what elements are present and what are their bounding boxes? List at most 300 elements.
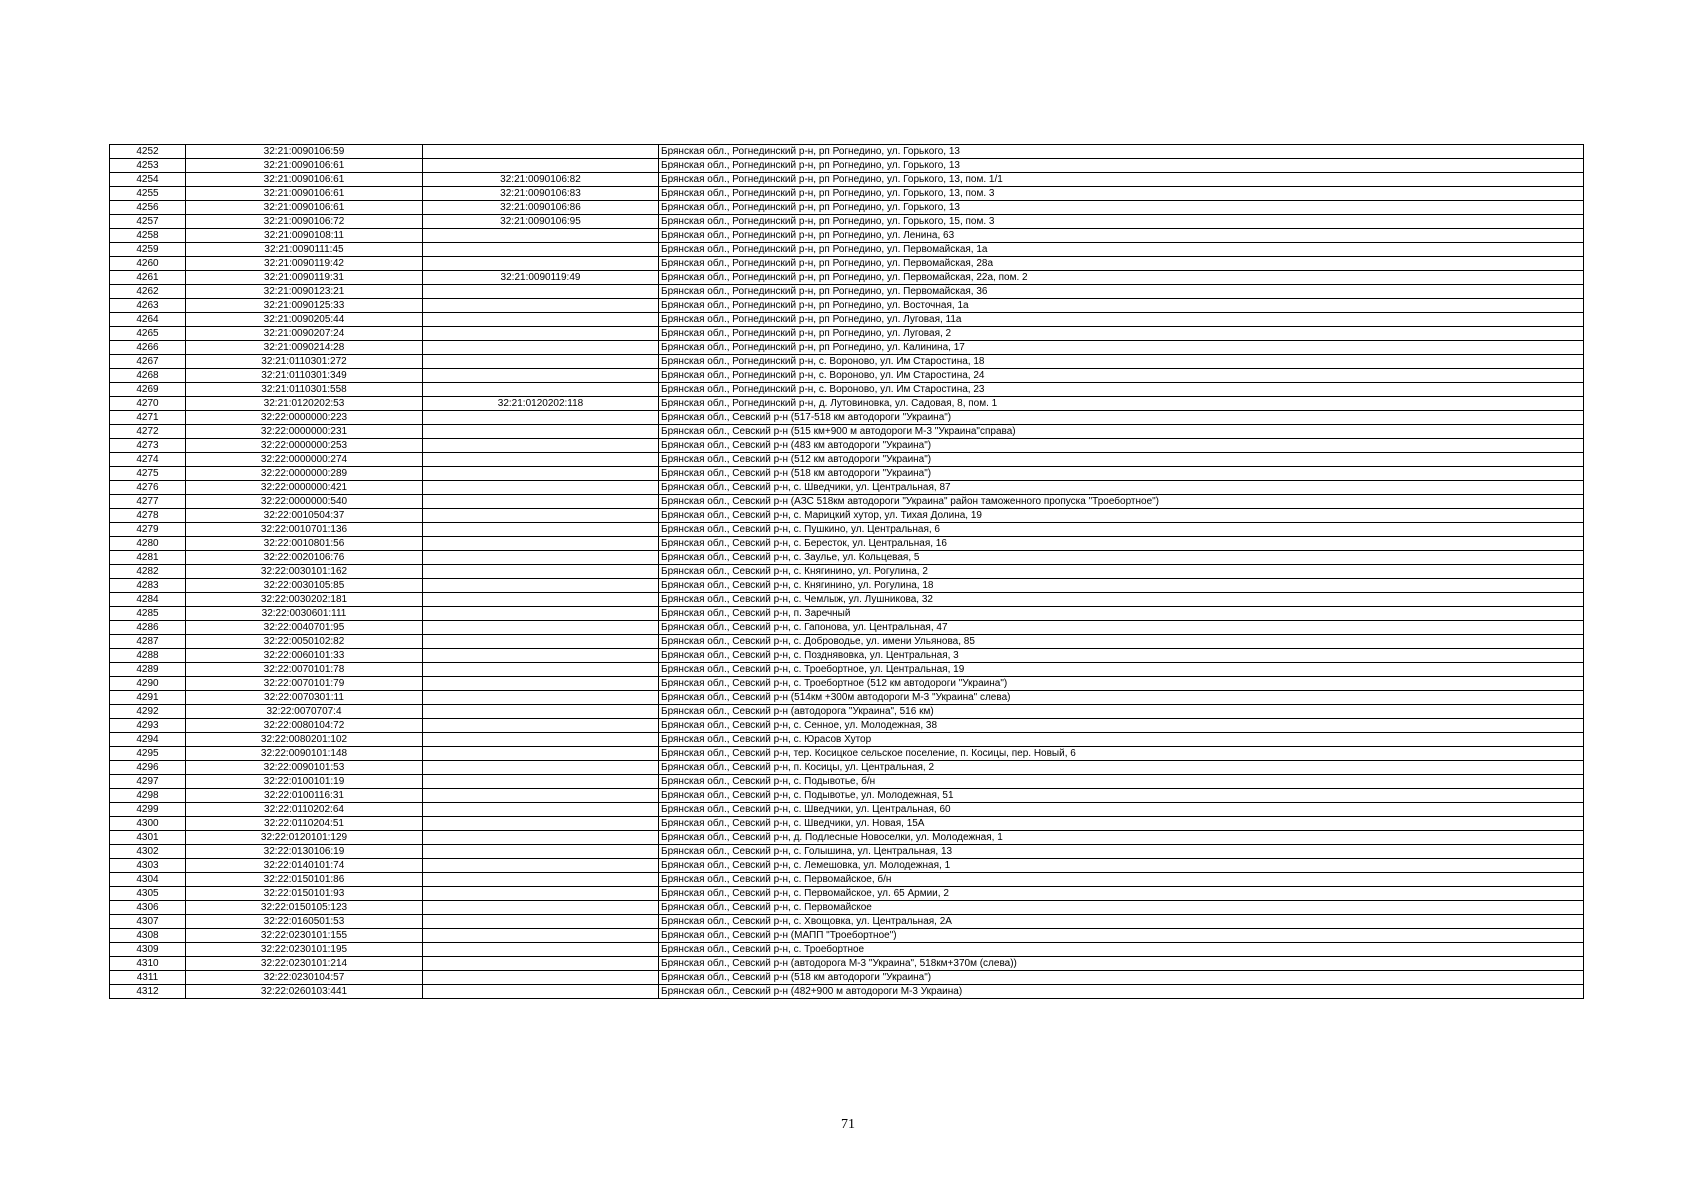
cadastral-number-cell: 32:22:0230101:214 [186, 957, 423, 971]
related-cadastral-number-cell [423, 747, 659, 761]
table-row [110, 537, 1584, 551]
table-row [110, 719, 1584, 733]
table-row [110, 439, 1584, 453]
table-row [110, 369, 1584, 383]
related-cadastral-number-cell: 32:21:0090119:49 [423, 271, 659, 285]
cadastral-number-cell: 32:22:0160501:53 [186, 915, 423, 929]
row-number-cell: 4311 [110, 971, 186, 985]
address-cell: Брянская обл., Севский р-н, с. Марицкий хутор, ул. Тихая Долина, 19 [659, 509, 1584, 523]
related-cadastral-number-cell [423, 439, 659, 453]
table-row [110, 915, 1584, 929]
address-cell: Брянская обл., Севский р-н, с. Шведчики, ул. Новая, 15А [659, 817, 1584, 831]
row-number-cell: 4262 [110, 285, 186, 299]
table-row [110, 355, 1584, 369]
related-cadastral-number-cell [423, 817, 659, 831]
address-cell: Брянская обл., Севский р-н (АЗС 518км автодороги "Украина" район таможенного пропуска "Троебортное") [659, 495, 1584, 509]
address-cell: Брянская обл., Рогнединский р-н, рп Рогнедино, ул. Горького, 13, пом. 1/1 [659, 173, 1584, 187]
table-row [110, 593, 1584, 607]
row-number-cell: 4303 [110, 859, 186, 873]
row-number-cell: 4286 [110, 621, 186, 635]
related-cadastral-number-cell [423, 355, 659, 369]
cadastral-number-cell: 32:22:0080104:72 [186, 719, 423, 733]
address-cell: Брянская обл., Севский р-н, с. Позднявовка, ул. Центральная, 3 [659, 649, 1584, 663]
cadastral-number-cell: 32:22:0110202:64 [186, 803, 423, 817]
table-row [110, 817, 1584, 831]
row-number-cell: 4287 [110, 635, 186, 649]
address-cell: Брянская обл., Рогнединский р-н, рп Рогнедино, ул. Первомайская, 36 [659, 285, 1584, 299]
row-number-cell: 4275 [110, 467, 186, 481]
related-cadastral-number-cell: 32:21:0090106:95 [423, 215, 659, 229]
address-cell: Брянская обл., Севский р-н, с. Подывотье, б/н [659, 775, 1584, 789]
address-cell: Брянская обл., Севский р-н, с. Первомайское, б/н [659, 873, 1584, 887]
related-cadastral-number-cell [423, 299, 659, 313]
cadastral-number-cell: 32:22:0230101:195 [186, 943, 423, 957]
table-row [110, 607, 1584, 621]
address-cell: Брянская обл., Севский р-н, с. Хвощовка, ул. Центральная, 2А [659, 915, 1584, 929]
related-cadastral-number-cell [423, 831, 659, 845]
row-number-cell: 4301 [110, 831, 186, 845]
row-number-cell: 4304 [110, 873, 186, 887]
table-row [110, 229, 1584, 243]
cadastral-number-cell: 32:22:0010504:37 [186, 509, 423, 523]
row-number-cell: 4306 [110, 901, 186, 915]
table-row [110, 299, 1584, 313]
related-cadastral-number-cell: 32:21:0090106:86 [423, 201, 659, 215]
table-row [110, 873, 1584, 887]
address-cell: Брянская обл., Севский р-н, с. Чемлыж, ул. Лушникова, 32 [659, 593, 1584, 607]
address-cell: Брянская обл., Севский р-н, с. Заулье, ул. Кольцевая, 5 [659, 551, 1584, 565]
table-row [110, 565, 1584, 579]
address-cell: Брянская обл., Рогнединский р-н, рп Рогнедино, ул. Калинина, 17 [659, 341, 1584, 355]
address-cell: Брянская обл., Севский р-н (518 км автодороги "Украина") [659, 971, 1584, 985]
address-cell: Брянская обл., Рогнединский р-н, с. Вороново, ул. Им Старостина, 24 [659, 369, 1584, 383]
row-number-cell: 4260 [110, 257, 186, 271]
table-row [110, 215, 1584, 229]
cadastral-number-cell: 32:22:0030105:85 [186, 579, 423, 593]
address-cell: Брянская обл., Севский р-н (514км +300м автодороги М-3 "Украина" слева) [659, 691, 1584, 705]
table-row [110, 383, 1584, 397]
row-number-cell: 4255 [110, 187, 186, 201]
cadastral-number-cell: 32:21:0110301:272 [186, 355, 423, 369]
related-cadastral-number-cell [423, 649, 659, 663]
cadastral-number-cell: 32:21:0120202:53 [186, 397, 423, 411]
cadastral-number-cell: 32:22:0100101:19 [186, 775, 423, 789]
related-cadastral-number-cell [423, 243, 659, 257]
cadastral-number-cell: 32:22:0260103:441 [186, 985, 423, 999]
address-cell: Брянская обл., Севский р-н, п. Косицы, ул. Центральная, 2 [659, 761, 1584, 775]
related-cadastral-number-cell [423, 775, 659, 789]
table-row [110, 145, 1584, 159]
address-cell: Брянская обл., Севский р-н, с. Первомайское, ул. 65 Армии, 2 [659, 887, 1584, 901]
related-cadastral-number-cell [423, 873, 659, 887]
table-row [110, 397, 1584, 411]
related-cadastral-number-cell [423, 159, 659, 173]
row-number-cell: 4285 [110, 607, 186, 621]
table-row [110, 677, 1584, 691]
row-number-cell: 4265 [110, 327, 186, 341]
row-number-cell: 4274 [110, 453, 186, 467]
related-cadastral-number-cell [423, 313, 659, 327]
address-cell: Брянская обл., Рогнединский р-н, с. Вороново, ул. Им Старостина, 18 [659, 355, 1584, 369]
table-row [110, 691, 1584, 705]
address-cell: Брянская обл., Севский р-н, с. Княгинино, ул. Рогулина, 2 [659, 565, 1584, 579]
related-cadastral-number-cell [423, 579, 659, 593]
cadastral-number-cell: 32:22:0060101:33 [186, 649, 423, 663]
cadastral-number-cell: 32:22:0150105:123 [186, 901, 423, 915]
address-cell: Брянская обл., Рогнединский р-н, с. Вороново, ул. Им Старостина, 23 [659, 383, 1584, 397]
related-cadastral-number-cell [423, 663, 659, 677]
table-row [110, 313, 1584, 327]
address-cell: Брянская обл., Севский р-н, с. Лемешовка, ул. Молодежная, 1 [659, 859, 1584, 873]
cadastral-number-cell: 32:21:0090106:61 [186, 159, 423, 173]
row-number-cell: 4293 [110, 719, 186, 733]
table-row [110, 481, 1584, 495]
related-cadastral-number-cell [423, 887, 659, 901]
row-number-cell: 4280 [110, 537, 186, 551]
row-number-cell: 4302 [110, 845, 186, 859]
related-cadastral-number-cell [423, 495, 659, 509]
row-number-cell: 4277 [110, 495, 186, 509]
cadastral-number-cell: 32:22:0230101:155 [186, 929, 423, 943]
cadastral-number-cell: 32:22:0150101:93 [186, 887, 423, 901]
cadastral-number-cell: 32:22:0000000:421 [186, 481, 423, 495]
cadastral-number-cell: 32:22:0070301:11 [186, 691, 423, 705]
row-number-cell: 4261 [110, 271, 186, 285]
cadastral-table-container [109, 144, 1583, 999]
row-number-cell: 4264 [110, 313, 186, 327]
table-row [110, 985, 1584, 999]
address-cell: Брянская обл., Севский р-н (автодорога "Украина", 516 км) [659, 705, 1584, 719]
address-cell: Брянская обл., Севский р-н, д. Подлесные Новоселки, ул. Молодежная, 1 [659, 831, 1584, 845]
row-number-cell: 4266 [110, 341, 186, 355]
related-cadastral-number-cell [423, 551, 659, 565]
related-cadastral-number-cell [423, 607, 659, 621]
cadastral-number-cell: 32:22:0070101:79 [186, 677, 423, 691]
cadastral-number-cell: 32:22:0110204:51 [186, 817, 423, 831]
row-number-cell: 4269 [110, 383, 186, 397]
table-row [110, 789, 1584, 803]
table-row [110, 831, 1584, 845]
cadastral-number-cell: 32:22:0070101:78 [186, 663, 423, 677]
cadastral-number-cell: 32:21:0090125:33 [186, 299, 423, 313]
cadastral-number-cell: 32:22:0000000:274 [186, 453, 423, 467]
row-number-cell: 4312 [110, 985, 186, 999]
row-number-cell: 4268 [110, 369, 186, 383]
address-cell: Брянская обл., Севский р-н, с. Подывотье, ул. Молодежная, 51 [659, 789, 1584, 803]
related-cadastral-number-cell [423, 383, 659, 397]
address-cell: Брянская обл., Рогнединский р-н, д. Лутовиновка, ул. Садовая, 8, пом. 1 [659, 397, 1584, 411]
related-cadastral-number-cell [423, 761, 659, 775]
cadastral-number-cell: 32:21:0090106:61 [186, 201, 423, 215]
address-cell: Брянская обл., Рогнединский р-н, рп Рогнедино, ул. Первомайская, 1а [659, 243, 1584, 257]
related-cadastral-number-cell [423, 789, 659, 803]
address-cell: Брянская обл., Рогнединский р-н, рп Рогнедино, ул. Горького, 15, пом. 3 [659, 215, 1584, 229]
table-row [110, 649, 1584, 663]
table-row [110, 887, 1584, 901]
address-cell: Брянская обл., Севский р-н (483 км автодороги "Украина") [659, 439, 1584, 453]
cadastral-number-cell: 32:22:0140101:74 [186, 859, 423, 873]
address-cell: Брянская обл., Севский р-н, с. Голышина, ул. Центральная, 13 [659, 845, 1584, 859]
related-cadastral-number-cell [423, 229, 659, 243]
cadastral-number-cell: 32:22:0090101:53 [186, 761, 423, 775]
table-row [110, 579, 1584, 593]
address-cell: Брянская обл., Севский р-н, с. Троебортное [659, 943, 1584, 957]
row-number-cell: 4278 [110, 509, 186, 523]
address-cell: Брянская обл., Рогнединский р-н, рп Рогнедино, ул. Луговая, 11а [659, 313, 1584, 327]
related-cadastral-number-cell: 32:21:0090106:82 [423, 173, 659, 187]
address-cell: Брянская обл., Рогнединский р-н, рп Рогнедино, ул. Первомайская, 22а, пом. 2 [659, 271, 1584, 285]
related-cadastral-number-cell [423, 593, 659, 607]
related-cadastral-number-cell [423, 971, 659, 985]
table-body [110, 145, 1584, 999]
address-cell: Брянская обл., Рогнединский р-н, рп Рогнедино, ул. Горького, 13 [659, 201, 1584, 215]
cadastral-number-cell: 32:21:0090207:24 [186, 327, 423, 341]
cadastral-number-cell: 32:22:0000000:223 [186, 411, 423, 425]
cadastral-number-cell: 32:22:0120101:129 [186, 831, 423, 845]
row-number-cell: 4292 [110, 705, 186, 719]
row-number-cell: 4257 [110, 215, 186, 229]
page-number: 71 [841, 1117, 855, 1132]
table-row [110, 803, 1584, 817]
table-row [110, 901, 1584, 915]
cadastral-number-cell: 32:22:0130106:19 [186, 845, 423, 859]
cadastral-number-cell: 32:21:0090108:11 [186, 229, 423, 243]
row-number-cell: 4307 [110, 915, 186, 929]
cadastral-number-cell: 32:22:0000000:540 [186, 495, 423, 509]
address-cell: Брянская обл., Рогнединский р-н, рп Рогнедино, ул. Горького, 13 [659, 145, 1584, 159]
row-number-cell: 4253 [110, 159, 186, 173]
cadastral-number-cell: 32:21:0110301:349 [186, 369, 423, 383]
address-cell: Брянская обл., Севский р-н, с. Княгинино, ул. Рогулина, 18 [659, 579, 1584, 593]
table-row [110, 285, 1584, 299]
cadastral-number-cell: 32:21:0090205:44 [186, 313, 423, 327]
related-cadastral-number-cell [423, 481, 659, 495]
row-number-cell: 4259 [110, 243, 186, 257]
table-row [110, 495, 1584, 509]
row-number-cell: 4309 [110, 943, 186, 957]
row-number-cell: 4295 [110, 747, 186, 761]
table-row [110, 635, 1584, 649]
row-number-cell: 4294 [110, 733, 186, 747]
related-cadastral-number-cell [423, 943, 659, 957]
related-cadastral-number-cell [423, 523, 659, 537]
table-row [110, 705, 1584, 719]
cadastral-number-cell: 32:21:0090111:45 [186, 243, 423, 257]
row-number-cell: 4296 [110, 761, 186, 775]
cadastral-number-cell: 32:21:0090106:72 [186, 215, 423, 229]
cadastral-number-cell: 32:22:0070707:4 [186, 705, 423, 719]
row-number-cell: 4305 [110, 887, 186, 901]
table-row [110, 159, 1584, 173]
row-number-cell: 4308 [110, 929, 186, 943]
table-row [110, 243, 1584, 257]
related-cadastral-number-cell [423, 677, 659, 691]
cadastral-number-cell: 32:21:0090119:42 [186, 257, 423, 271]
table-row [110, 509, 1584, 523]
table-row [110, 327, 1584, 341]
address-cell: Брянская обл., Севский р-н, с. Бересток, ул. Центральная, 16 [659, 537, 1584, 551]
cadastral-number-cell: 32:21:0090106:59 [186, 145, 423, 159]
address-cell: Брянская обл., Севский р-н (518 км автодороги "Украина") [659, 467, 1584, 481]
row-number-cell: 4290 [110, 677, 186, 691]
row-number-cell: 4271 [110, 411, 186, 425]
address-cell: Брянская обл., Севский р-н (МАПП "Троебортное") [659, 929, 1584, 943]
address-cell: Брянская обл., Севский р-н (автодорога М-3 "Украина", 518км+370м (слева)) [659, 957, 1584, 971]
cadastral-number-cell: 32:22:0000000:289 [186, 467, 423, 481]
row-number-cell: 4256 [110, 201, 186, 215]
cadastral-number-cell: 32:21:0090123:21 [186, 285, 423, 299]
table-row [110, 467, 1584, 481]
row-number-cell: 4273 [110, 439, 186, 453]
related-cadastral-number-cell [423, 327, 659, 341]
row-number-cell: 4288 [110, 649, 186, 663]
address-cell: Брянская обл., Севский р-н (512 км автодороги "Украина") [659, 453, 1584, 467]
related-cadastral-number-cell [423, 803, 659, 817]
row-number-cell: 4272 [110, 425, 186, 439]
related-cadastral-number-cell [423, 411, 659, 425]
address-cell: Брянская обл., Севский р-н, с. Гапонова, ул. Центральная, 47 [659, 621, 1584, 635]
related-cadastral-number-cell [423, 635, 659, 649]
cadastral-number-cell: 32:21:0090214:28 [186, 341, 423, 355]
address-cell: Брянская обл., Севский р-н, с. Юрасов Хутор [659, 733, 1584, 747]
address-cell: Брянская обл., Севский р-н, с. Шведчики, ул. Центральная, 87 [659, 481, 1584, 495]
table-row [110, 453, 1584, 467]
row-number-cell: 4282 [110, 565, 186, 579]
related-cadastral-number-cell [423, 705, 659, 719]
table-row [110, 551, 1584, 565]
table-row [110, 929, 1584, 943]
table-row [110, 971, 1584, 985]
row-number-cell: 4283 [110, 579, 186, 593]
address-cell: Брянская обл., Рогнединский р-н, рп Рогнедино, ул. Первомайская, 28а [659, 257, 1584, 271]
cadastral-number-cell: 32:21:0090119:31 [186, 271, 423, 285]
address-cell: Брянская обл., Севский р-н (482+900 м автодороги М-3 Украина) [659, 985, 1584, 999]
row-number-cell: 4289 [110, 663, 186, 677]
related-cadastral-number-cell [423, 719, 659, 733]
table-row [110, 425, 1584, 439]
cadastral-number-cell: 32:22:0150101:86 [186, 873, 423, 887]
address-cell: Брянская обл., Севский р-н (515 км+900 м автодороги М-3 "Украина"справа) [659, 425, 1584, 439]
table-row [110, 411, 1584, 425]
table-row [110, 201, 1584, 215]
related-cadastral-number-cell [423, 691, 659, 705]
address-cell: Брянская обл., Севский р-н, с. Троебортное (512 км автодороги "Украина") [659, 677, 1584, 691]
table-row [110, 859, 1584, 873]
related-cadastral-number-cell [423, 859, 659, 873]
cadastral-number-cell: 32:22:0030101:162 [186, 565, 423, 579]
related-cadastral-number-cell: 32:21:0120202:118 [423, 397, 659, 411]
table-row [110, 733, 1584, 747]
row-number-cell: 4279 [110, 523, 186, 537]
cadastral-number-cell: 32:22:0030601:111 [186, 607, 423, 621]
cadastral-number-cell: 32:22:0040701:95 [186, 621, 423, 635]
row-number-cell: 4252 [110, 145, 186, 159]
cadastral-number-cell: 32:21:0110301:558 [186, 383, 423, 397]
related-cadastral-number-cell [423, 369, 659, 383]
cadastral-number-cell: 32:22:0030202:181 [186, 593, 423, 607]
cadastral-number-cell: 32:22:0020106:76 [186, 551, 423, 565]
cadastral-number-cell: 32:22:0000000:231 [186, 425, 423, 439]
table-row [110, 957, 1584, 971]
address-cell: Брянская обл., Севский р-н, с. Пушкино, ул. Центральная, 6 [659, 523, 1584, 537]
cadastral-number-cell: 32:21:0090106:61 [186, 173, 423, 187]
related-cadastral-number-cell [423, 957, 659, 971]
row-number-cell: 4270 [110, 397, 186, 411]
address-cell: Брянская обл., Рогнединский р-н, рп Рогнедино, ул. Восточная, 1а [659, 299, 1584, 313]
row-number-cell: 4267 [110, 355, 186, 369]
table-row [110, 761, 1584, 775]
table-row [110, 747, 1584, 761]
related-cadastral-number-cell [423, 467, 659, 481]
address-cell: Брянская обл., Севский р-н, п. Заречный [659, 607, 1584, 621]
cadastral-number-cell: 32:22:0090101:148 [186, 747, 423, 761]
address-cell: Брянская обл., Севский р-н, с. Сенное, ул. Молодежная, 38 [659, 719, 1584, 733]
row-number-cell: 4276 [110, 481, 186, 495]
row-number-cell: 4284 [110, 593, 186, 607]
related-cadastral-number-cell [423, 425, 659, 439]
table-row [110, 187, 1584, 201]
table-row [110, 621, 1584, 635]
address-cell: Брянская обл., Рогнединский р-н, рп Рогнедино, ул. Горького, 13 [659, 159, 1584, 173]
cadastral-number-cell: 32:22:0010801:56 [186, 537, 423, 551]
row-number-cell: 4254 [110, 173, 186, 187]
address-cell: Брянская обл., Севский р-н, с. Шведчики, ул. Центральная, 60 [659, 803, 1584, 817]
row-number-cell: 4258 [110, 229, 186, 243]
related-cadastral-number-cell [423, 985, 659, 999]
table-row [110, 173, 1584, 187]
related-cadastral-number-cell [423, 537, 659, 551]
related-cadastral-number-cell [423, 845, 659, 859]
related-cadastral-number-cell [423, 145, 659, 159]
table-row [110, 341, 1584, 355]
row-number-cell: 4263 [110, 299, 186, 313]
related-cadastral-number-cell [423, 257, 659, 271]
cadastral-table [109, 144, 1584, 999]
table-row [110, 271, 1584, 285]
address-cell: Брянская обл., Рогнединский р-н, рп Рогнедино, ул. Луговая, 2 [659, 327, 1584, 341]
related-cadastral-number-cell [423, 915, 659, 929]
address-cell: Брянская обл., Севский р-н, с. Первомайское [659, 901, 1584, 915]
address-cell: Брянская обл., Севский р-н, с. Доброводье, ул. имени Ульянова, 85 [659, 635, 1584, 649]
row-number-cell: 4281 [110, 551, 186, 565]
address-cell: Брянская обл., Севский р-н, тер. Косицкое сельское поселение, п. Косицы, пер. Новый, 6 [659, 747, 1584, 761]
cadastral-number-cell: 32:22:0000000:253 [186, 439, 423, 453]
table-row [110, 523, 1584, 537]
related-cadastral-number-cell [423, 929, 659, 943]
related-cadastral-number-cell [423, 453, 659, 467]
related-cadastral-number-cell [423, 565, 659, 579]
table-row [110, 845, 1584, 859]
related-cadastral-number-cell [423, 733, 659, 747]
related-cadastral-number-cell [423, 621, 659, 635]
address-cell: Брянская обл., Севский р-н, с. Троебортное, ул. Центральная, 19 [659, 663, 1584, 677]
row-number-cell: 4300 [110, 817, 186, 831]
cadastral-number-cell: 32:22:0230104:57 [186, 971, 423, 985]
cadastral-number-cell: 32:22:0100116:31 [186, 789, 423, 803]
address-cell: Брянская обл., Севский р-н (517-518 км автодороги "Украина") [659, 411, 1584, 425]
row-number-cell: 4297 [110, 775, 186, 789]
table-row [110, 775, 1584, 789]
related-cadastral-number-cell [423, 341, 659, 355]
cadastral-number-cell: 32:22:0010701:136 [186, 523, 423, 537]
table-row [110, 257, 1584, 271]
related-cadastral-number-cell [423, 901, 659, 915]
row-number-cell: 4299 [110, 803, 186, 817]
cadastral-number-cell: 32:22:0080201:102 [186, 733, 423, 747]
table-row [110, 943, 1584, 957]
address-cell: Брянская обл., Рогнединский р-н, рп Рогнедино, ул. Горького, 13, пом. 3 [659, 187, 1584, 201]
address-cell: Брянская обл., Рогнединский р-н, рп Рогнедино, ул. Ленина, 63 [659, 229, 1584, 243]
